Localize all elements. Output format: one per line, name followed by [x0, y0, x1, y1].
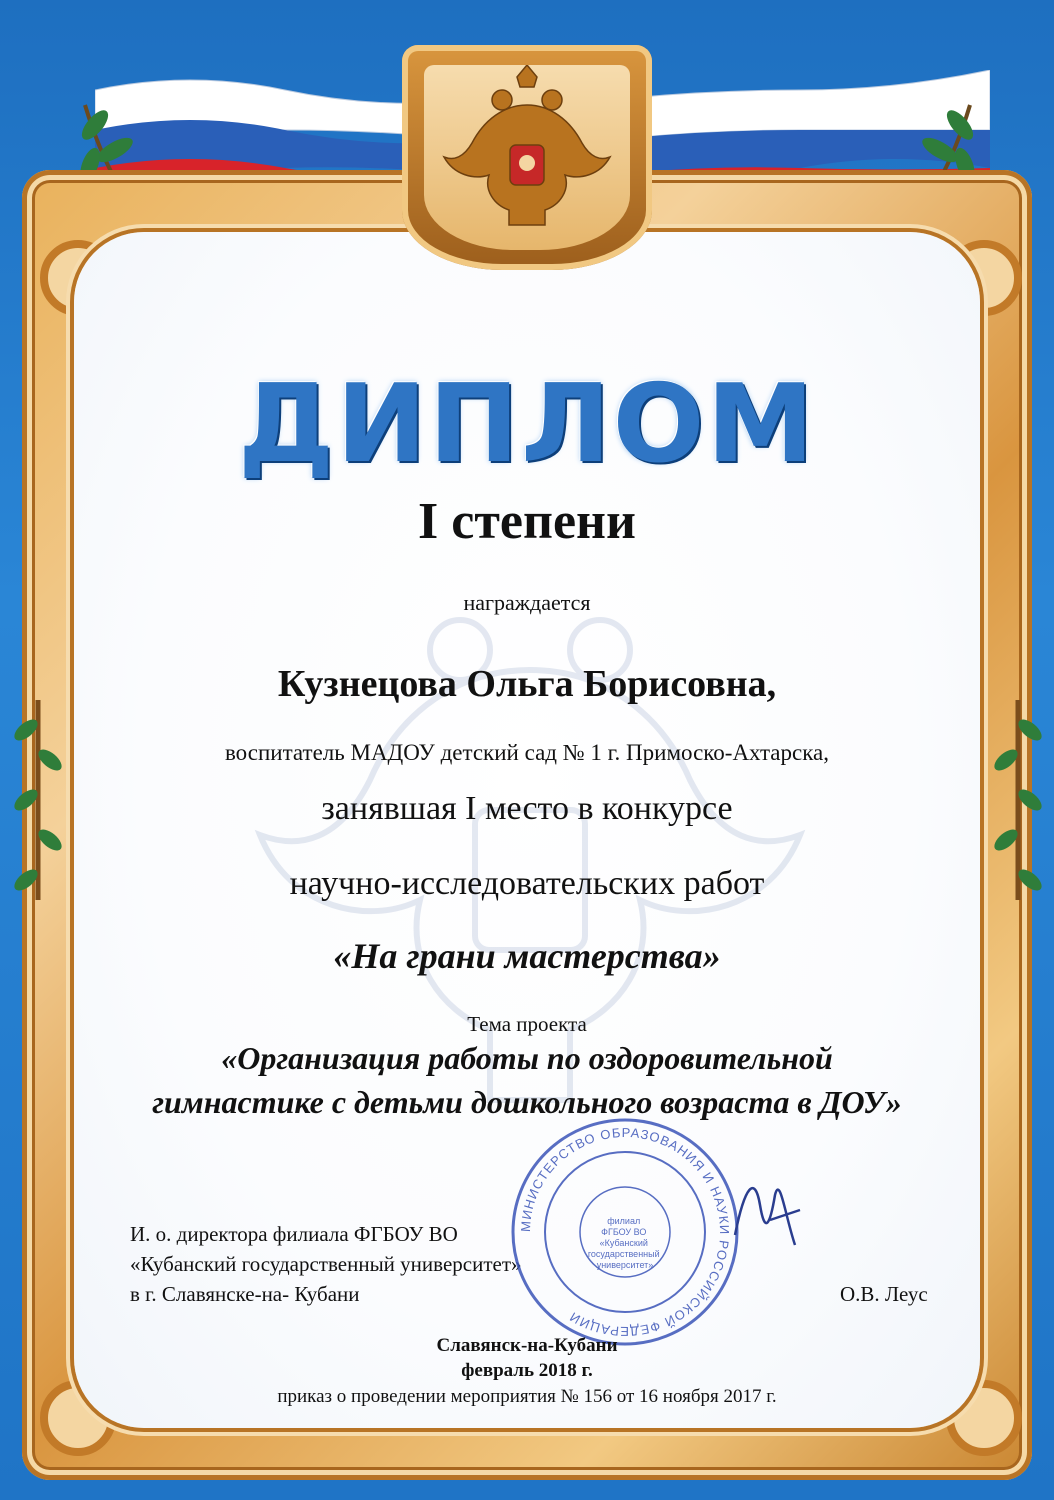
signer-name: О.В. Леус — [840, 1282, 928, 1306]
handwritten-signature — [725, 1165, 805, 1255]
degree-heading: I степени — [418, 493, 636, 550]
issue-city: Славянск-на-Кубани — [436, 1335, 618, 1356]
awarded-caption: награждается — [463, 590, 591, 615]
svg-text:МИНИСТЕРСТВО ОБРАЗОВАНИЯ И НАУ: МИНИСТЕРСТВО ОБРАЗОВАНИЯ И НАУКИ РОССИЙСКОЙ ФЕДЕРАЦИИ — [517, 1124, 733, 1340]
topic-title-line-2: гимнастике с детьми дошкольного возраста в ДОУ» — [152, 1084, 902, 1120]
topic-label: Тема проекта — [467, 1012, 587, 1036]
place-statement: занявшая I место в конкурсе — [321, 790, 733, 827]
certificate-title: ДИПЛОМ — [238, 362, 816, 487]
issue-date: февраль 2018 г. — [461, 1360, 593, 1381]
signer-title-line-3: в г. Славянске-на- Кубани — [130, 1282, 360, 1306]
signer-title-line-1: И. о. директора филиала ФГБОУ ВО — [130, 1222, 458, 1246]
order-reference: приказ о проведении мероприятия № 156 от 16 ноября 2017 г. — [277, 1386, 777, 1407]
signer-title-line-2: «Кубанский государственный университет» — [130, 1252, 522, 1276]
svg-text:филиал ФГБОУ ВО «К: филиал ФГБОУ ВО «Кубанский государственный университет» — [587, 1216, 660, 1270]
contest-description: научно-исследовательских работ — [289, 865, 765, 902]
recipient-position: воспитатель МАДОУ детский сад № 1 г. Примоско-Ахтарска, — [224, 740, 830, 765]
topic-title-line-1: «Организация работы по оздоровительной — [221, 1040, 833, 1076]
contest-name: «На грани мастерства» — [333, 936, 721, 976]
official-stamp-icon — [505, 1112, 745, 1352]
coat-of-arms-field — [424, 65, 630, 250]
double-headed-eagle-icon — [424, 65, 630, 250]
recipient-name: Кузнецова Ольга Борисовна, — [277, 663, 777, 705]
coat-of-arms-icon — [402, 45, 652, 270]
